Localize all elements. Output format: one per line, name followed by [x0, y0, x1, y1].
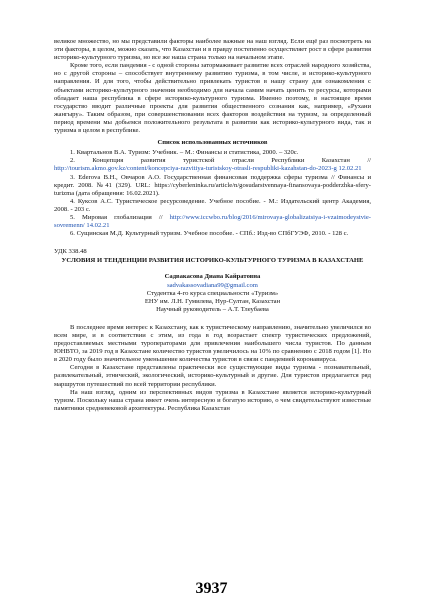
affiliation-line: ЕНУ им. Л.Н. Гумилева, Нур-Султан, Казахстан	[144, 297, 281, 305]
intro-paragraph-1: великое множество, но мы представили факторы наиболее важные на наш взгляд. Если ещё раз посмотреть на эти факторы, в целом, можно сказать, что Казахстан и в правду постепенно осуществляет рост в сфере развития историко-культурного туризма, но все же наша страна только на начальном этапе.	[54, 38, 371, 62]
affiliation-line: Научный руководитель – А.Т. Тлеубаева	[156, 305, 269, 313]
author-name: Садвакасова Диана Кайратовна	[164, 273, 261, 281]
references-list	[54, 149, 371, 238]
affiliation-block	[54, 290, 371, 314]
intro-paragraph-2: Кроме того, если пандемия - с одной стороны затормаживает развитие всех отраслей народного хозяйства, но с другой стороны – способствует внутреннему развитию туризма, в том числе, и историко-культурного направления. И для того, чтобы действительно привлекать туристов в нашу страну для ознакомления с объектами историко-культурного значения необходимо для начала самим начать ценить те ресурсы, которыми обладает наша республика в сфере историко-культурного туризма. Именно поэтому, в настоящее время государство вводит различные проекты для развития общественного сознания как, например, «Рухани жангыру». Таким образом, при совершенствовании всех факторов воздействия на туризм, за определенный период времени мы добьемся положительного результата в развитии как историко-культурного вида, так и туризма в целом в республике.	[54, 62, 371, 135]
references-title: Список использованных источников	[157, 139, 268, 147]
author-email[interactable]: sadvakassovadiana99@gmail.com	[167, 281, 258, 289]
body-paragraph-1: В последнее время интерес к Казахстану, как к туристическому направлению, значительно увеличился во всем мире, и в соответствии с этим, из года в год возрастает спектр туристических предложений, предоставляемых местными туроператорами для привлечения наибольшего числа туристов. По данным ЮНВТО, за 2019 год в Казахстане количество туристов увеличилось на 10% по сравнению с 2018 годом [1]. Но в 2020 году было значительное уменьшение количества туристов в связи с пандемией коронавируса.	[54, 323, 371, 364]
reference-item: 1. Квартальнов В.А. Туризм: Учебник. – М.: Финансы и статистика, 2000. – 320с.	[70, 149, 299, 157]
body-paragraph-2: Сегодня в Казахстане представлены практически все существующие виды туризма - познавательный, развлекательный, этнический, экологический, историко-культурный и другие. Для туристов предлагается ряд маршрутов путешествий по всей территории республики.	[54, 364, 371, 388]
body-paragraph-3: На наш взгляд, одним из перспективных видов туризма в Казахстане является историко-культурный туризм. Поскольку наша страна имеет очень интересную и богатую историю, о чем свидетельствуют известные памятники средневековой архитектуры. Республика Казахстан	[54, 388, 371, 412]
reference-item: 3. Ederova В.Н., Овчаров А.О. Государственная финансовая поддержка сферы туризма // Финансы и кредит. 2008. №41 (329). URL: https://cyberleninka.ru/article/n/gosudarstvennaya-finansovaya-podderzhka-sfery-turizma (дата обращения: 16.02.2021).	[54, 173, 371, 197]
reference-link[interactable]: http://www.iccwbo.ru/blog/2016/mirovaya-globalizatsiya-i-vzaimodeystvie-sovremenn/ 14.02.21	[54, 213, 371, 230]
udk-code: УДК 338.48	[54, 248, 87, 256]
page-number: 3937	[195, 580, 228, 597]
reference-item: 5. Мировая глобализация // http://www.iccwbo.ru/blog/2016/mirovaya-globalizatsiya-i-vzaimodeystvie-sovremenn/ 14.02.21	[54, 213, 371, 230]
article-title: УСЛОВИЯ И ТЕНДЕНЦИИ РАЗВИТИЯ ИСТОРИКО-КУЛЬТУРНОГО ТУРИЗМА В КАЗАХСТАНЕ	[61, 257, 364, 265]
reference-item: 2. Концепция развития туристской отрасли Республики Казахстан // http://tourism.akmo.gov.kz/content/koncepciya-razvitiya-turistskoy-otrasli-respubliki-kazahstan-do-2023-g 12.02.21	[54, 157, 371, 173]
reference-item: 6. Сущинская М.Д. Культурный туризм. Учебное пособие. - СПб.: Изд-во СПбГУЭФ, 2010. - 128 с.	[70, 230, 349, 238]
affiliation-line: Студентка 4-го курса специальности «Туризм»	[146, 289, 279, 297]
reference-item: 4. Куксов А.С. Туристическое ресурсоведение. Учебное пособие. - М.: Издательский центр Академия, 2008. - 203 с.	[54, 197, 371, 213]
reference-link[interactable]: http://tourism.akmo.gov.kz/content/koncepciya-razvitiya-turistskoy-otrasli-respubliki-kazahstan-do-2023-g 12.02.21	[54, 165, 362, 173]
